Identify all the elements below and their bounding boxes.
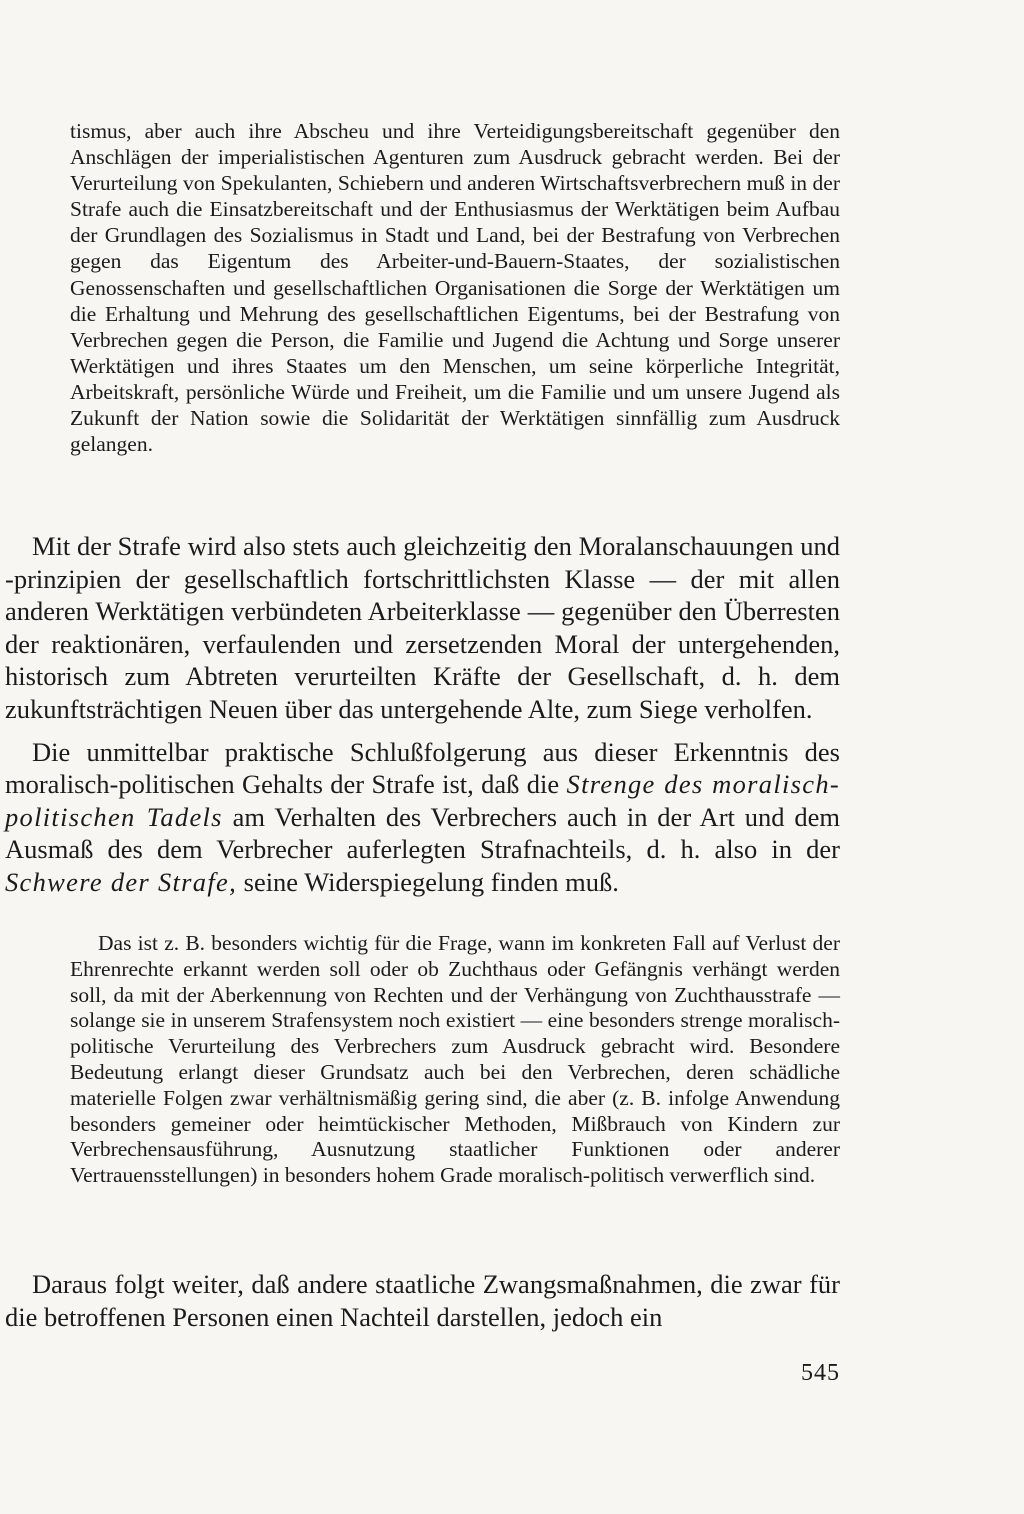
emphasis-strenge: Strenge des moralisch-politischen Tadels [5,769,840,832]
continued-quote-block [70,118,840,457]
main-text-block-continued [5,1268,840,1333]
note-paragraph: Das ist z. B. besonders wichtig für die Frage, wann im konkreten Fall auf Verlust der Ehrenrechte erkannt werden soll oder ob Zuchthaus oder Gefängnis verhängt werden soll, da mit der Aberkennung von Rechten und der Verhängung von Zuchthausstrafe — solange sie in unserem Strafensystem noch existiert — eine besonders strenge moralisch-politische Verurteilung des Verbrechers zum Ausdruck gebracht wird. Besondere Bedeutung erlangt dieser Grundsatz auch bei den Verbrechen, deren schädliche materielle Folgen zwar verhältnismäßig gering sind, die aber (z. B. infolge Anwendung besonders gemeiner oder heimtückischer Methoden, Mißbrauch von Kindern zur Verbrechensausführung, Ausnutzung staatlicher Funktionen oder anderer Vertrauensstellungen) in besonders hohem Grade moralisch-politisch verwerflich sind. [70,931,840,1188]
body-paragraph-3: Daraus folgt weiter, daß andere staatliche Zwangsmaßnahmen, die zwar für die betroffenen Personen einen Nachteil darstellen, jedoch ein [5,1269,840,1332]
emphasis-schwere: Schwere der Strafe, [5,866,237,897]
note-block [70,931,840,1189]
paragraph-2-text-3: seine Widerspiegelung finden muß. [237,866,619,897]
page-number: 545 [801,1360,840,1386]
main-text-block [5,530,840,899]
body-paragraph-1: Mit der Strafe wird also stets auch gleichzeitig den Moralanschauungen und -prinzipien der gesellschaftlich fortschrittlichsten Klasse — der mit allen anderen Werktätigen verbündeten Arbeiterklasse — gegenüber den Überresten der reaktionären, verfaulenden und zersetzenden Moral der untergehenden, historisch zum Abtreten verurteilten Kräfte der Gesellschaft, d. h. dem zukunftsträchtigen Neuen über das untergehende Alte, zum Siege verholfen. [5,531,840,724]
body-paragraph-2 [5,736,840,899]
paragraph-2-text-1: Die unmittelbar praktische Schlußfolgerung aus dieser Erkenntnis des moralisch-politischen Gehalts der Strafe ist, daß die [5,736,840,800]
continued-quote-paragraph: tismus, aber auch ihre Abscheu und ihre Verteidigungsbereitschaft gegenüber den Anschlägen der imperialistischen Agenturen zum Ausdruck gebracht werden. Bei der Verurteilung von Spekulanten, Schiebern und anderen Wirtschaftsverbrechern muß in der Strafe auch die Einsatzbereitschaft und der Enthusiasmus der Werktätigen beim Aufbau der Grundlagen des Sozialismus in Stadt und Land, bei der Bestrafung von Verbrechen gegen das Eigentum des Arbeiter-und-Bauern-Staates, der sozialistischen Genossenschaften und gesellschaftlichen Organisationen die Sorge der Werktätigen um die Erhaltung und Mehrung des gesellschaftlichen Eigentums, bei der Bestrafung von Verbrechen gegen die Person, die Familie und Jugend die Achtung und Sorge unserer Werktätigen und ihres Staates um den Menschen, um seine körperliche Integrität, Arbeitskraft, persönliche Würde und Freiheit, um die Familie und um unsere Jugend als Zukunft der Nation sowie die Solidarität der Werktätigen sinnfällig zum Ausdruck gelangen. [70,119,840,457]
paragraph-2-text-2: am Verhalten des Verbrechers auch in der Art und dem Ausmaß des dem Verbrecher auferlegten Strafnachteils, d. h. also in der [5,801,840,865]
